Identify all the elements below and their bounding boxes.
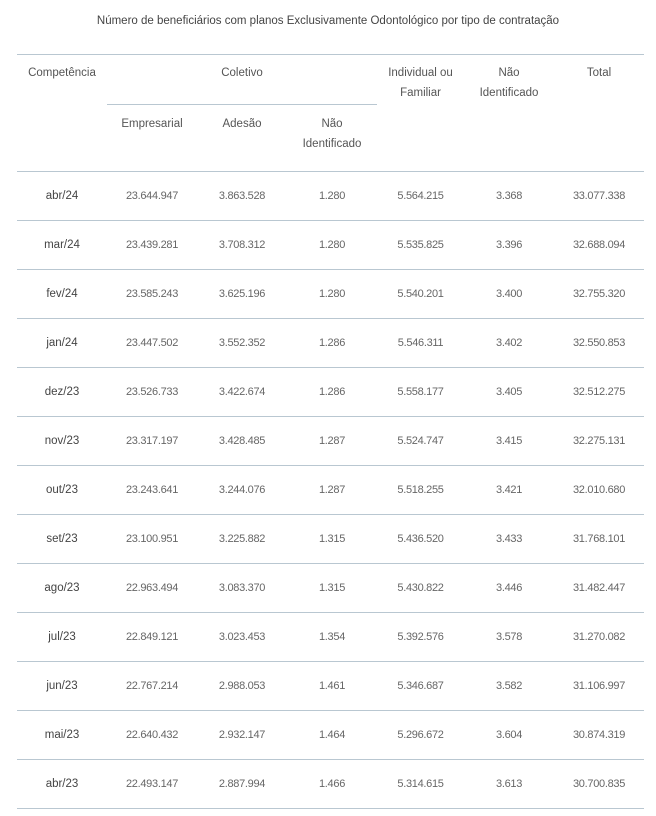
cell-nao-identificado: 3.402 — [496, 337, 523, 349]
cell-adesao: 3.625.196 — [218, 288, 266, 300]
cell-competencia: jul/23 — [48, 631, 76, 643]
cell-competencia: mar/24 — [44, 239, 80, 251]
table-row — [17, 760, 644, 809]
table-row — [17, 711, 644, 760]
cell-individual: 5.314.615 — [397, 778, 444, 790]
cell-adesao: 3.422.674 — [218, 386, 266, 398]
cell-nao-identificado: 3.396 — [496, 239, 523, 251]
cell-total: 33.077.338 — [572, 190, 626, 202]
cell-empresarial: 23.100.951 — [125, 533, 179, 545]
cell-adesao: 3.708.312 — [218, 239, 266, 251]
cell-nao-identificado: 3.400 — [496, 288, 523, 300]
header-nao-identificado-coletivo: Não Identificado — [302, 118, 362, 150]
cell-nao-identificado: 3.578 — [496, 631, 523, 643]
cell-total: 32.512.275 — [572, 386, 626, 398]
cell-competencia: fev/24 — [46, 288, 78, 300]
cell-empresarial: 22.640.432 — [125, 729, 179, 741]
cell-empresarial: 23.243.641 — [125, 484, 179, 496]
cell-empresarial: 23.447.502 — [125, 337, 179, 349]
table-row — [17, 368, 644, 417]
table-row — [17, 466, 644, 515]
cell-total: 32.688.094 — [572, 239, 626, 251]
cell-individual: 5.564.215 — [397, 190, 444, 202]
cell-individual: 5.518.255 — [397, 484, 444, 496]
cell-individual: 5.540.201 — [397, 288, 444, 300]
cell-competencia: mai/23 — [44, 729, 80, 741]
cell-empresarial: 22.493.147 — [125, 778, 179, 790]
cell-total: 30.874.319 — [572, 729, 626, 741]
cell-total: 31.106.997 — [572, 680, 626, 692]
beneficiaries-table — [17, 54, 644, 809]
header-adesao: Adesão — [222, 118, 262, 130]
cell-nao-identificado-coletivo: 1.354 — [318, 631, 346, 643]
cell-nao-identificado: 3.421 — [496, 484, 523, 496]
cell-nao-identificado: 3.405 — [496, 386, 523, 398]
cell-individual: 5.558.177 — [397, 386, 444, 398]
cell-empresarial: 23.644.947 — [125, 190, 179, 202]
table-row — [17, 319, 644, 368]
cell-competencia: jan/24 — [46, 337, 78, 349]
table-header — [17, 55, 644, 172]
cell-competencia: out/23 — [46, 484, 78, 496]
cell-nao-identificado: 3.433 — [496, 533, 523, 545]
cell-nao-identificado-coletivo: 1.315 — [318, 582, 346, 594]
table-row — [17, 417, 644, 466]
cell-adesao: 2.887.994 — [218, 778, 266, 790]
cell-competencia: jun/23 — [46, 680, 78, 692]
cell-total: 32.010.680 — [572, 484, 626, 496]
cell-individual: 5.296.672 — [397, 729, 444, 741]
cell-adesao: 2.932.147 — [218, 729, 266, 741]
cell-individual: 5.524.747 — [397, 435, 444, 447]
table-title: Número de beneficiários com planos Exclusivamente Odontológico por tipo de contratação — [96, 15, 560, 27]
cell-nao-identificado-coletivo: 1.280 — [318, 190, 346, 202]
cell-nao-identificado-coletivo: 1.287 — [318, 484, 346, 496]
cell-total: 30.700.835 — [572, 778, 626, 790]
cell-nao-identificado-coletivo: 1.461 — [318, 680, 346, 692]
header-competencia: Competência — [28, 67, 96, 79]
cell-nao-identificado-coletivo: 1.315 — [318, 533, 346, 545]
cell-empresarial: 22.849.121 — [125, 631, 179, 643]
cell-nao-identificado-coletivo: 1.286 — [318, 386, 346, 398]
cell-total: 31.768.101 — [572, 533, 626, 545]
cell-adesao: 3.863.528 — [218, 190, 266, 202]
cell-nao-identificado-coletivo: 1.286 — [318, 337, 346, 349]
cell-adesao: 3.225.882 — [218, 533, 266, 545]
cell-total: 31.482.447 — [572, 582, 626, 594]
cell-adesao: 3.083.370 — [218, 582, 266, 594]
cell-individual: 5.546.311 — [397, 337, 444, 349]
cell-nao-identificado-coletivo: 1.287 — [318, 435, 346, 447]
cell-total: 32.755.320 — [572, 288, 626, 300]
table-row — [17, 270, 644, 319]
cell-competencia: set/23 — [46, 533, 78, 545]
cell-empresarial: 23.439.281 — [125, 239, 179, 251]
cell-individual: 5.430.822 — [397, 582, 444, 594]
cell-adesao: 3.428.485 — [218, 435, 266, 447]
header-coletivo: Coletivo — [107, 55, 377, 105]
cell-individual: 5.436.520 — [397, 533, 444, 545]
cell-competencia: dez/23 — [44, 386, 80, 398]
cell-individual: 5.392.576 — [397, 631, 444, 643]
cell-nao-identificado-coletivo: 1.466 — [318, 778, 346, 790]
cell-nao-identificado-coletivo: 1.464 — [318, 729, 346, 741]
cell-individual: 5.346.687 — [397, 680, 444, 692]
cell-empresarial: 23.585.243 — [125, 288, 179, 300]
cell-competencia: abr/24 — [45, 190, 79, 202]
cell-total: 32.550.853 — [572, 337, 626, 349]
cell-nao-identificado: 3.368 — [496, 190, 523, 202]
table-body — [17, 172, 644, 809]
table-row — [17, 662, 644, 711]
cell-nao-identificado: 3.415 — [496, 435, 523, 447]
table-row — [17, 172, 644, 221]
cell-total: 31.270.082 — [572, 631, 626, 643]
cell-nao-identificado: 3.613 — [496, 778, 523, 790]
cell-empresarial: 23.526.733 — [125, 386, 179, 398]
header-nao-identificado: Não Identificado — [479, 67, 539, 99]
cell-nao-identificado: 3.582 — [496, 680, 523, 692]
cell-nao-identificado-coletivo: 1.280 — [318, 288, 346, 300]
cell-nao-identificado: 3.604 — [496, 729, 523, 741]
cell-total: 32.275.131 — [572, 435, 626, 447]
cell-empresarial: 22.767.214 — [125, 680, 179, 692]
cell-competencia: ago/23 — [44, 582, 80, 594]
cell-adesao: 3.552.352 — [218, 337, 266, 349]
cell-adesao: 3.244.076 — [218, 484, 266, 496]
cell-competencia: abr/23 — [45, 778, 79, 790]
cell-empresarial: 22.963.494 — [125, 582, 179, 594]
header-total: Total — [586, 67, 612, 79]
cell-empresarial: 23.317.197 — [125, 435, 179, 447]
cell-adesao: 3.023.453 — [218, 631, 266, 643]
table-row — [17, 221, 644, 270]
cell-individual: 5.535.825 — [397, 239, 444, 251]
cell-nao-identificado: 3.446 — [496, 582, 523, 594]
header-individual: Individual ou Familiar — [388, 67, 453, 99]
cell-nao-identificado-coletivo: 1.280 — [318, 239, 346, 251]
cell-competencia: nov/23 — [44, 435, 80, 447]
table-row — [17, 515, 644, 564]
table-row — [17, 564, 644, 613]
table-row — [17, 613, 644, 662]
cell-adesao: 2.988.053 — [218, 680, 266, 692]
header-empresarial: Empresarial — [121, 118, 183, 130]
